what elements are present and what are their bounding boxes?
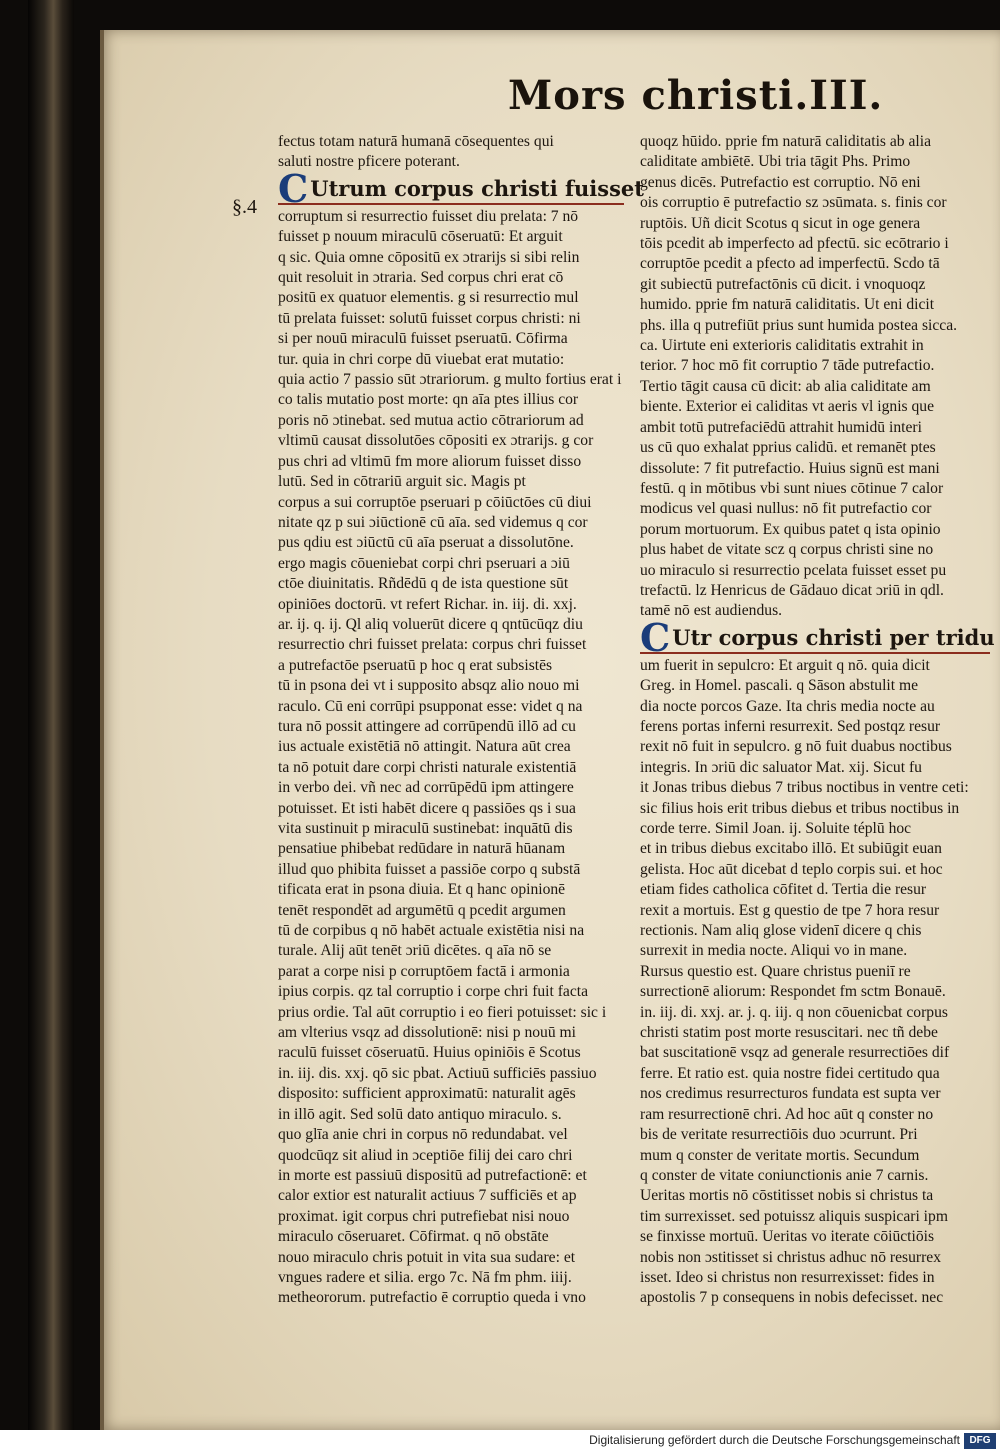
page-edge <box>100 30 104 1430</box>
text-line: Greg. in Homel. pascali. q Sāson abstulit me <box>640 677 919 695</box>
text-line: positū ex quatuor elementis. g si resurrectio mul <box>278 289 579 307</box>
text-line: fuisset p nouum miraculū cōseruatū: Et arguit <box>278 228 563 246</box>
text-line: prius ordie. Tal aūt corruptio i eo fieri potuisset: sic i <box>278 1003 607 1021</box>
right-heading <box>640 614 995 660</box>
text-line: vita sustinuit p miraculū sustinebat: inquātū dis <box>278 820 573 837</box>
text-line: terior. 7 hoc mō fit corruptio 7 tāde putrefactio. <box>640 357 935 375</box>
text-line: ois corruptio ē putrefactio sz ɔsūmata. s. finis cor <box>640 194 947 212</box>
text-line: parat a corpe nisi p corruptōem factā i armonia <box>278 962 570 980</box>
text-line: co talis mutatio post morte: qn aīa ptes illius cor <box>278 391 579 409</box>
left-body-lines <box>278 207 624 1309</box>
text-line: fectus totam naturā humanā cōsequentes qui <box>278 133 554 150</box>
text-line: corde terre. Simil Joan. ij. Soluite téplū hoc <box>640 820 912 837</box>
blue-initial-u: C <box>640 614 671 660</box>
text-line: saluti nostre pficere poterant. <box>278 153 460 171</box>
text-line: illud quo phibita fuisset a passiōe corpo q substā <box>278 860 581 878</box>
text-line: humido. pprie fm naturā caliditatis. Ut eni dicit <box>640 296 935 314</box>
right-body-lines-2 <box>640 656 990 1309</box>
text-line: Ueritas mortis nō cōstitisset nobis si christus ta <box>640 1187 934 1205</box>
text-line: Rursus questio est. Quare christus pueniī re <box>640 962 911 980</box>
text-line: uo miraculo si resurrectio pcelata fuisset esset pu <box>640 561 947 579</box>
dfg-logo: DFG <box>964 1433 996 1449</box>
text-line: corpus a sui corruptōe pseruari p cōiūctōes cū diui <box>278 493 592 511</box>
text-line: mum q conster de veritate mortis. Secundum <box>640 1146 920 1164</box>
text-line: tōis pcedit ab imperfecto ad pfectū. sic ecōtrario i <box>640 235 949 253</box>
text-line: pus qdiu est ɔiūctū cū aīa pseruat a dissolutōne. <box>278 534 574 552</box>
left-heading-text: Utrum corpus christi fuisset <box>310 175 644 201</box>
text-line: q conster de vitate coniunctionis anie 7 carnis. <box>640 1166 929 1184</box>
text-line: isset. Ideo si christus non resurrexisset: fides in <box>640 1268 935 1286</box>
text-line: tim surrexisset. sed potuissz aliquis suspicari ipm <box>640 1207 948 1225</box>
text-line: disposito: sufficient approximatū: naturalit agēs <box>278 1085 576 1103</box>
text-line: caliditate ambiētē. Ubi tria tāgit Phs. Primo <box>640 153 911 171</box>
funding-notice: Digitalisierung gefördert durch die Deutsche Forschungsgemeinschaft <box>589 1433 960 1447</box>
text-line: miraculo cōseruaret. Cōfirmat. q nō obstāte <box>278 1228 549 1246</box>
text-line: us cū quo exhalat pprius calidū. et remanēt ptes <box>640 439 936 457</box>
text-line: um fuerit in sepulcro: Et arguit q nō. quia dicit <box>640 656 930 674</box>
text-line: ipius corpis. qz tal corruptio i corpe chri fuit facta <box>278 983 589 1001</box>
text-line: Tertio tāgit causa cū dicit: ab alia caliditate am <box>640 377 931 395</box>
text-line: et in tribus diebus excitabo illō. Et subiūgit euan <box>640 840 942 858</box>
text-line: dissolute: 7 fit putrefactio. Huius signū est mani <box>640 459 940 477</box>
right-heading-text: Utr corpus christi per tridu <box>672 624 995 650</box>
text-line: lutū. Sed in cōtrariū arguit sic. Magis pt <box>278 473 526 491</box>
text-line: quia actio 7 passio sūt ɔtrariorum. g multo fortius erat i <box>278 371 622 389</box>
text-line: in illō agit. Sed solū dato antiquo miraculo. s. <box>278 1105 562 1123</box>
text-line: ctōe diuinitatis. Rñdēdū q de ista questione sūt <box>278 575 569 593</box>
text-line: metheororum. putrefactio ē corruptio queda i vno <box>278 1289 586 1307</box>
text-line: ergo magis cōueniebat corpi chri pseruari a ɔiū <box>278 554 570 572</box>
text-line: surrexit in media nocte. Aliqui vo in mane. <box>640 942 908 960</box>
text-line: quoqz hūido. pprie fm naturā caliditatis ab alia <box>640 133 931 150</box>
text-line: ram resurrectionē chri. Ad hoc aūt q conster no <box>640 1105 934 1123</box>
text-line: a putrefactōe pseruatū p hoc q erat subsistēs <box>278 656 553 674</box>
text-line: ius actuale existētiā nō attingit. Natura aūt crea <box>278 738 571 756</box>
text-line: sic filius hois erit tribus diebus et tribus noctibus in <box>640 799 960 817</box>
text-line: rexit nō fuit in sepulcro. g nō fuit duabus noctibus <box>640 738 952 756</box>
previous-leaf-edge <box>28 0 74 1430</box>
text-line: tū in psona dei vt i supposito absqz alio nouo mi <box>278 677 580 695</box>
footer-bar <box>0 1430 1000 1452</box>
text-line: biente. Exterior ei caliditas vt aeris vl ignis que <box>640 398 935 416</box>
text-line: apostolis 7 p consequens in nobis defecisset. nec <box>640 1289 944 1307</box>
text-line: surrectionē aliorum: Respondet fm sctm Bonauē. <box>640 983 946 1001</box>
text-line: ruptōis. Uñ dicit Scotus q sicut in oge genera <box>640 214 921 232</box>
text-line: in. iij. dis. xxj. qō sic pbat. Actiuū sufficiēs passiuo <box>278 1064 597 1082</box>
text-line: bis de veritate resurrectiōis duo ɔcurrunt. Pri <box>640 1126 918 1144</box>
text-line: ferens portas inferni resurrexit. Sed postqz resur <box>640 717 941 735</box>
text-line: poris nō ɔtinebat. sed mutua actio cōtrariorum ad <box>278 411 584 429</box>
text-line: it Jonas tribus diebus 7 tribus noctibus in ventre ceti: <box>640 779 969 797</box>
text-line: nos credimus resurrecturos fundata est supta ver <box>640 1085 941 1103</box>
text-line: ta nō potuit dare corpi christi naturale existentiā <box>278 758 577 776</box>
left-heading <box>278 165 644 211</box>
marginal-note: §.4 <box>232 196 257 218</box>
text-line: integris. In ɔriū dic saluator Mat. xij. Sicut fu <box>640 758 922 776</box>
text-line: festū. q in mōtibus vbi sunt niues cōtinue 7 calor <box>640 479 944 497</box>
right-body-lines-1 <box>640 132 990 622</box>
text-line: vngues radere et silia. ergo 7c. Nā fm phm. iiij. <box>278 1268 572 1286</box>
text-line: pus chri ad vltimū fm more aliorum fuisset disso <box>278 452 582 470</box>
text-line: si per nouū miraculū fuisset pseruatū. Cōfirma <box>278 330 568 348</box>
text-line: turale. Alij aūt tenēt ɔriū dicētes. q aīa nō se <box>278 942 552 960</box>
text-line: quodcūqz sit aliud in ɔceptiōe filij dei caro chri <box>278 1146 573 1164</box>
text-line: tificata erat in psona diuia. Et q hanc opinionē <box>278 881 566 899</box>
text-line: tura nō possit attingere ad corrūpendū illō ad cu <box>278 717 576 735</box>
running-head: Mors christi.III. <box>508 72 884 119</box>
text-line: tur. quia in chri corpe dū viuebat erat mutatio: <box>278 350 565 368</box>
text-line: git subiectū putrefactōnis cū dicit. i vnoquoqz <box>640 275 926 293</box>
text-line: in verbo dei. vñ nec ad corrūpēdū ipm attingere <box>278 779 574 797</box>
text-line: christi statim post morte resuscitari. nec tñ debe <box>640 1024 938 1042</box>
text-line: q sic. Quia omne cōpositū ex ɔtrarijs si sibi relin <box>278 248 580 266</box>
text-line: raculo. Cū eni corrūpi psupponat esse: videt q na <box>278 697 583 715</box>
left-intro-lines <box>278 132 624 173</box>
text-line: pensatiue phibebat redūdare in naturā hūanam <box>278 840 566 858</box>
text-line: vltimū causat dissolutōes cōpositi ex ɔtrarijs. g cor <box>278 432 594 450</box>
text-line: gelista. Hoc aūt dicebat d teplo corpis sui. et hoc <box>640 860 943 878</box>
text-line: ar. ij. q. ij. Ql aliq voluerūt dicere q qntūcūqz diu <box>278 615 583 633</box>
text-line: calor extior est naturalit actiuus 7 sufficiēs et ap <box>278 1187 577 1205</box>
text-line: raculū fuisset cōseruatū. Huius opiniōis ē Scotus <box>278 1044 581 1062</box>
text-line: corruptum si resurrectio fuisset diu prelata: 7 nō <box>278 207 579 225</box>
text-line: rexit a mortuis. Est g questio de tpe 7 hora resur <box>640 901 940 919</box>
text-line: phs. illa q putrefiūt prius sunt humida postea sicca. <box>640 316 958 334</box>
text-line: bat suscitationē vsqz ad generale resurrectiōes dif <box>640 1044 950 1062</box>
text-line: am vlterius vsqz ad dissolutionē: nisi p nouū mi <box>278 1024 576 1042</box>
text-line: trefactū. lz Henricus de Gādauo dicat ɔriū in qdl. <box>640 581 944 599</box>
text-line: tamē nō est audiendus. <box>640 602 783 620</box>
text-line: ferre. Et ratio est. quia nostre fidei certitudo qua <box>640 1064 940 1082</box>
text-line: tū prelata fuisset: solutū fuisset corpus christi: ni <box>278 309 581 327</box>
blue-initial-u: C <box>278 165 309 211</box>
text-line: in. iij. di. xxj. ar. j. q. iij. q non cōuenicbat corpus <box>640 1003 948 1021</box>
text-line: nobis non ɔstitisset si christus adhuc nō resurrex <box>640 1248 942 1266</box>
text-line: in morte est passiuū dispositū ad putrefactionē: et <box>278 1166 587 1184</box>
text-line: dia nocte porcos Gaze. Ita chris media nocte au <box>640 697 935 715</box>
text-line: proximat. igit corpus chri putrefiebat nisi nouo <box>278 1207 570 1225</box>
text-line: etiam fides catholica cōfitet d. Tertia die resur <box>640 881 927 899</box>
text-line: tū de corpibus q nō habēt actuale existētia nisi na <box>278 922 585 940</box>
text-line: se finxisse mortuū. Ueritas vo iterate cōiūctiōis <box>640 1228 935 1246</box>
text-line: tenēt respondēt ad argumētū q pcedit argumen <box>278 901 566 919</box>
text-line: rectionis. Nam aliq glose videnī dicere q chis <box>640 922 922 940</box>
text-line: nouo miraculo chris potuit in vita sua sudare: et <box>278 1248 576 1266</box>
text-line: corruptōe pcedit a pfecto ad imperfectū. Scdo tā <box>640 255 940 273</box>
text-line: ca. Uirtute eni exterioris caliditatis extrahit in <box>640 337 924 355</box>
left-column <box>278 132 644 1309</box>
text-line: resurrectio chri fuisset prelata: corpus chri fuisset <box>278 636 587 654</box>
text-line: plus habet de vitate scz q corpus christi sine no <box>640 541 934 559</box>
text-line: ambit totū putrefaciēdū attrahit humidū interi <box>640 418 922 436</box>
text-line: opiniōes doctorū. vt refert Richar. in. iij. di. xxj. <box>278 595 577 613</box>
text-line: genus dicēs. Putrefactio est corruptio. Nō eni <box>640 173 921 191</box>
text-line: quit resoluit in ɔtraria. Sed corpus chri erat cō <box>278 269 564 287</box>
text-line: nitate qz p sui ɔiūctionē cū aīa. sed videmus q cor <box>278 513 588 531</box>
text-line: potuisset. Et isti habēt dicere q passiōes qs i sua <box>278 799 576 817</box>
text-line: modicus vel quasi nullus: nō fit putrefactio cor <box>640 500 932 518</box>
text-line: quo glīa anie chri in corpus nō redundabat. vel <box>278 1126 568 1144</box>
text-line: porum mortuorum. Ex quibus patet q ista opinio <box>640 520 941 538</box>
right-column <box>640 132 995 1309</box>
